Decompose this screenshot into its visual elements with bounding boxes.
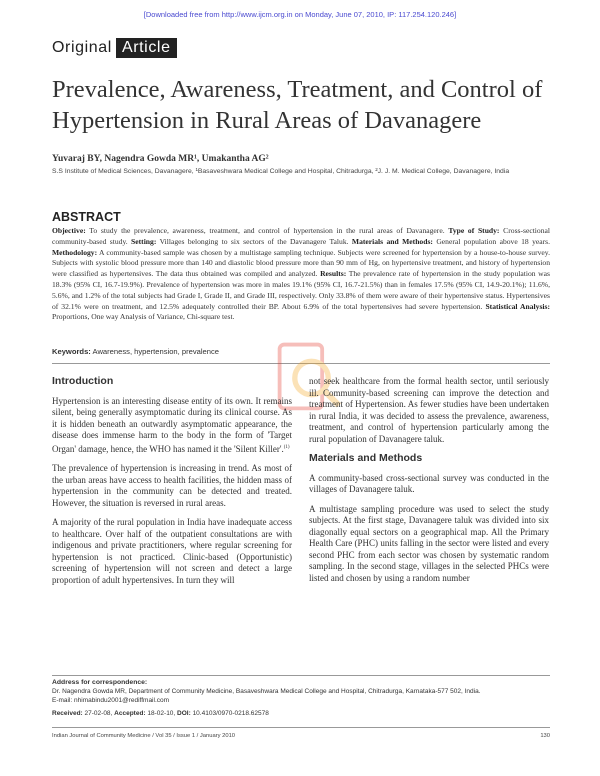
correspondence-block <box>52 678 550 705</box>
abstract-segment: A community-based sample was chosen by a multistage sampling technique. Subjects were screened for hypertension by a house-to-house survey. Subjects with systolic blood pressure more than 140 and diastolic blood pressure more than 90 mm of Hg, on hypertensive treatment, and history of hypertension were classified as hypertensives. The data thus obtained was compiled and analyzed. <box>52 247 550 279</box>
section-heading-methods: Materials and Methods <box>309 452 423 464</box>
journal-citation: Indian Journal of Community Medicine / Vol 35 / Issue 1 / January 2010 <box>52 733 236 739</box>
received-date: 27-02-08, <box>82 710 115 717</box>
abstract-segment: Cross-sectional community-based study. <box>52 226 550 246</box>
correspondence-label: Address for correspondence: <box>52 679 148 686</box>
article-type-label-inverted: Article <box>116 38 177 58</box>
abstract-text <box>52 226 550 323</box>
divider <box>52 727 550 728</box>
doi-value[interactable]: 10.4103/0970-0218.62578 <box>190 710 269 717</box>
accepted-label: Accepted: <box>114 710 146 717</box>
article-title: Prevalence, Awareness, Treatment, and Control of Hypertension in Rural Areas of Davanagere <box>52 76 543 134</box>
affiliations: S.S Institute of Medical Sciences, Davanagere, ¹Basaveshwara Medical College and Hospital, Chitradurga, ²J. J. M. Medical College, Davanagere, India <box>52 168 510 175</box>
abstract-label: Type of Study: <box>448 226 500 235</box>
article-type-banner <box>52 38 177 58</box>
abstract-segment: Villages belonging to six sectors of the Davanagere Taluk. <box>156 236 352 246</box>
abstract-segment: General population above 18 years. <box>432 236 551 246</box>
abstract-segment: To study the prevalence, awareness, treatment, and control of hypertension in the rural areas of Davanagere. <box>85 226 449 235</box>
abstract-segment: The prevalence rate of hypertension in the study population was 18.3% (95% CI, 16.7-19.9%). Prevalence of hypertension was more in males 19.1% (95% CI, 16.7-21.5%) than in females 17.5% (95% CI, 14.9-20.1%); 11.6%, 5.6%, and 1.2% of the total subjects had Grade I, Grade II, and Grade III, respectively. Only 33.8% of them were aware of their hypertensive status. Hypertensives of 32.1% were on treatment, and 12.5% adequately controlled their BP. About 6.9% of the total hypertensives had severe hypertension. <box>52 269 550 311</box>
abstract-label: Methodology: <box>52 247 98 257</box>
body-column-right <box>309 376 549 592</box>
paragraph: The prevalence of hypertension is increasing in trend. As most of the urban areas have access to health facilities, the hidden mass of hypertension in the community can be detected and treated. However, the situation is reversed in rural areas. <box>52 463 292 508</box>
divider <box>52 675 550 676</box>
paragraph: A community-based cross-sectional survey was conducted in the villages of Davanagere taluk. <box>309 472 549 494</box>
paragraph: A majority of the rural population in India have inadequate access to healthcare. Over half of the outpatient consultations are with indigenous and private practitioners, where regular screening for hypertension is not practiced. Clinic-based (Opportunistic) screening of hypertension will not screen and detect a large proportion of adult hypertensives. In turn they will <box>52 517 292 585</box>
article-type-label: Original <box>52 39 112 56</box>
paragraph-text: Hypertension is an interesting disease entity of its own. It remains silent, being generally asymptomatic during its clinical course. As it is hidden beneath an outwardly asymptomatic appearance, the disease does immense harm to the body in the form of 'Target Organ' damage, hence, the WHO has named it the 'Silent Killer'. <box>52 395 292 454</box>
paragraph <box>52 396 292 456</box>
keywords-label: Keywords: <box>52 347 91 356</box>
correspondence-address: Dr. Nagendra Gowda MR, Department of Community Medicine, Basaveshwara Medical College and Hospital, Chitradurga, Karnataka-577 502, India. <box>52 688 481 695</box>
received-label: Received: <box>52 710 83 717</box>
abstract-label: Results: <box>320 269 347 279</box>
abstract-segment: Proportions, One way Analysis of Variance, Chi-square test. <box>52 312 235 322</box>
correspondence-email[interactable]: E-mail: nhimabindu2001@rediffmail.com <box>52 697 170 704</box>
accepted-date: 18-02-10, <box>145 710 178 717</box>
abstract-label: Materials and Methods: <box>351 236 433 246</box>
abstract-label: Setting: <box>131 236 157 246</box>
article-dates <box>52 710 269 717</box>
page-footer <box>52 733 550 739</box>
citation-ref[interactable]: (1) <box>283 444 290 450</box>
keywords-text: Awareness, hypertension, prevalence <box>90 347 220 356</box>
paragraph: A multistage sampling procedure was used to select the study subjects. At the first stage, Davanagere taluk was divided into six diagonally equal sectors on a geographical map. All the Primary Health Care (PHC) units falling in the sector were listed and every second PHC from each sector was chosen by systematic random sampling. In the second stage, villages in the selected PHCs were listed and chosen by using a random number <box>309 503 549 583</box>
abstract-heading: ABSTRACT <box>52 210 121 224</box>
abstract-label: Statistical Analysis: <box>485 301 551 311</box>
section-heading-introduction: Introduction <box>52 375 114 387</box>
download-notice: [Downloaded free from http://www.ijcm.org.in on Monday, June 07, 2010, IP: 117.254.120.246] <box>143 10 457 19</box>
doi-label: DOI: <box>177 710 191 717</box>
paragraph: not seek healthcare from the formal health sector, until seriously ill. Community-based screening can improve the detection and treatment of Hypertension. As fewer studies have been undertaken in rural India, it was decided to assess the prevalence, awareness, treatment, and control of hypertension particularly among the rural population of Davanagere taluk. <box>309 376 549 444</box>
body-column-left <box>52 376 292 594</box>
page-number: 130 <box>540 733 550 739</box>
author-list: Yuvaraj BY, Nagendra Gowda MR¹, Umakantha AG² <box>52 154 269 164</box>
abstract-label: Objective: <box>52 226 86 235</box>
